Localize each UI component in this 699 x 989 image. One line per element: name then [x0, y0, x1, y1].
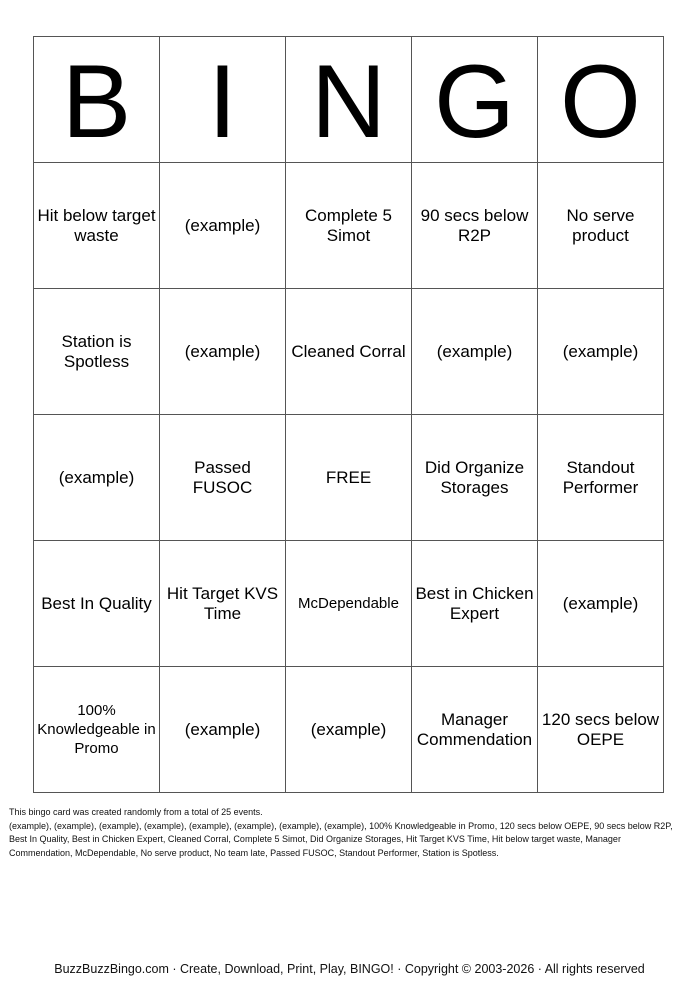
card-row	[34, 667, 664, 793]
footer-copyright: BuzzBuzzBingo.com · Create, Download, Print, Play, BINGO! · Copyright © 2003-2026 · All rights reserved	[54, 962, 645, 976]
card-cell: Did Organize Storages	[412, 415, 538, 541]
card-cell: 90 secs below R2P	[412, 163, 538, 289]
card-row	[34, 289, 664, 415]
card-cell: No serve product	[538, 163, 664, 289]
free-space-cell: FREE	[286, 415, 412, 541]
card-cell: (example)	[538, 289, 664, 415]
card-cell: (example)	[160, 163, 286, 289]
header-letter-g: G	[412, 37, 538, 163]
header-row	[34, 37, 664, 163]
card-cell: Hit Target KVS Time	[160, 541, 286, 667]
card-cell: Station is Spotless	[34, 289, 160, 415]
header-letter-n: N	[286, 37, 412, 163]
card-cell: Manager Commendation	[412, 667, 538, 793]
card-cell: Best In Quality	[34, 541, 160, 667]
info-event-list: (example), (example), (example), (example), (example), (example), (example), (example), 100% Knowledgeable in Promo, 120 secs below OEPE, 90 secs below R2P, Best In Quality, Best in Chicken Expert, Cleaned Corral, Complete 5 Simot, Did Organize Storages, Hit Target KVS Time, Hit below target waste, Manager Commendation, McDependable, No serve product, No team late, Passed FUSOC, Standout Performer, Station is Spotless.	[9, 820, 673, 858]
card-cell: 120 secs below OEPE	[538, 667, 664, 793]
header-letter-i: I	[160, 37, 286, 163]
card-cell: (example)	[286, 667, 412, 793]
bingo-card	[33, 36, 664, 793]
card-cell: Best in Chicken Expert	[412, 541, 538, 667]
card-cell: (example)	[160, 289, 286, 415]
card-cell: McDependable	[286, 541, 412, 667]
card-cell: Passed FUSOC	[160, 415, 286, 541]
card-cell: Complete 5 Simot	[286, 163, 412, 289]
card-cell: (example)	[412, 289, 538, 415]
header-letter-o: O	[538, 37, 664, 163]
card-cell: 100% Knowledgeable in Promo	[34, 667, 160, 793]
card-cell: (example)	[160, 667, 286, 793]
card-cell: Cleaned Corral	[286, 289, 412, 415]
card-cell: (example)	[34, 415, 160, 541]
card-cell: Standout Performer	[538, 415, 664, 541]
card-cell: Hit below target waste	[34, 163, 160, 289]
card-row	[34, 541, 664, 667]
card-row	[34, 163, 664, 289]
card-info	[9, 806, 685, 860]
header-letter-b: B	[34, 37, 160, 163]
card-cell: (example)	[538, 541, 664, 667]
card-row	[34, 415, 664, 541]
info-summary: This bingo card was created randomly from a total of 25 events.	[9, 807, 263, 817]
